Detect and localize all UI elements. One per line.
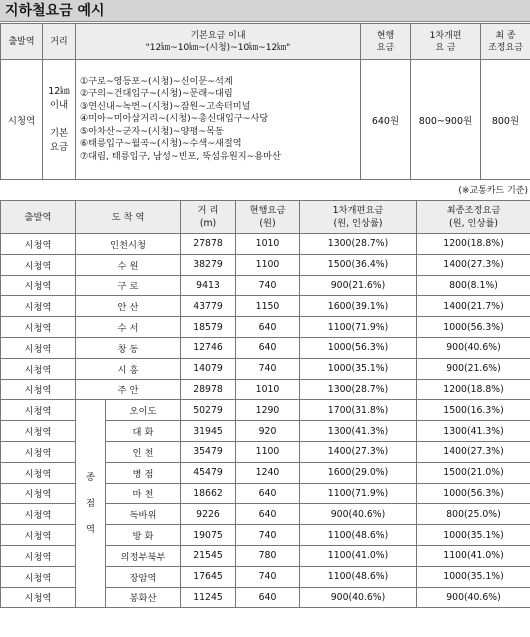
distance-line: 이내: [49, 99, 69, 111]
cell-origin: 시청역: [1, 441, 76, 462]
cell-destination: 수 원: [76, 254, 181, 275]
cell-distance: 9413: [181, 275, 236, 296]
example-first-fare: 800~900원: [411, 60, 481, 180]
cell-current-fare: 1010: [236, 234, 300, 255]
col-final-line2: (원, 인상률): [448, 218, 499, 229]
cell-distance: 11245: [181, 587, 236, 608]
cell-destination: 구 로: [76, 275, 181, 296]
cell-final-fare: 900(21.6%): [417, 358, 530, 379]
cell-origin: 시청역: [1, 421, 76, 442]
cell-destination: 시 흥: [76, 358, 181, 379]
header-base-line1: 기본요금 이내: [190, 30, 246, 41]
cell-distance: 45479: [181, 462, 236, 483]
cell-final-fare: 900(40.6%): [417, 587, 530, 608]
cell-origin: 시청역: [1, 358, 76, 379]
terminal-station-group-label: [76, 400, 106, 608]
cell-origin: 시청역: [1, 296, 76, 317]
header-current-line1: 현행: [376, 30, 395, 41]
route-item: ⑤아차산~군자~(시청)~양평~목동: [80, 125, 224, 137]
table-row: [1, 400, 530, 421]
cell-destination: 방 화: [106, 525, 181, 546]
table-row: [1, 275, 530, 296]
cell-destination: 대 화: [106, 421, 181, 442]
cell-destination: 안 산: [76, 296, 181, 317]
cell-distance: 21545: [181, 545, 236, 566]
example-distance: [43, 60, 76, 180]
cell-current-fare: 740: [236, 358, 300, 379]
header-final-line2: 조정요금: [488, 42, 523, 53]
cell-distance: 9226: [181, 504, 236, 525]
cell-destination: 창 동: [76, 337, 181, 358]
table-row: [1, 358, 530, 379]
cell-current-fare: 1100: [236, 441, 300, 462]
cell-destination: 독바위: [106, 504, 181, 525]
cell-origin: 시청역: [1, 525, 76, 546]
table-row: [1, 337, 530, 358]
route-item: ⑦대림, 태릉입구, 남성~빈포, 뚝섬유원지~용마산: [80, 150, 281, 162]
cell-first-fare: 1000(56.3%): [300, 337, 417, 358]
col-origin: 출발역: [1, 201, 76, 234]
cell-current-fare: 640: [236, 504, 300, 525]
table-row: [1, 317, 530, 338]
cell-first-fare: 1100(48.6%): [300, 566, 417, 587]
route-item: ①구로~영등포~(시청)~신이문~석계: [80, 76, 233, 88]
cell-distance: 12746: [181, 337, 236, 358]
header-current: [361, 24, 411, 60]
cell-current-fare: 740: [236, 566, 300, 587]
cell-first-fare: 1600(39.1%): [300, 296, 417, 317]
cell-origin: 시청역: [1, 462, 76, 483]
table-row: [1, 296, 530, 317]
cell-distance: 50279: [181, 400, 236, 421]
col-current-line1: 현행요금: [249, 205, 286, 216]
cell-first-fare: 1500(36.4%): [300, 254, 417, 275]
cell-origin: 시청역: [1, 587, 76, 608]
cell-distance: 27878: [181, 234, 236, 255]
cell-destination: 장암역: [106, 566, 181, 587]
cell-final-fare: 1400(27.3%): [417, 254, 530, 275]
cell-final-fare: 1500(16.3%): [417, 400, 530, 421]
cell-final-fare: 800(8.1%): [417, 275, 530, 296]
cell-first-fare: 1100(71.9%): [300, 317, 417, 338]
header-final: [481, 24, 530, 60]
cell-current-fare: 640: [236, 317, 300, 338]
col-distance-line2: (m): [199, 218, 217, 229]
header-current-line2: 요금: [376, 42, 395, 53]
fare-example-table: [0, 23, 530, 180]
cell-destination: 병 점: [106, 462, 181, 483]
distance-line: 12㎞: [48, 85, 70, 97]
cell-distance: 35479: [181, 441, 236, 462]
cell-destination: 인 천: [106, 441, 181, 462]
cell-current-fare: 1240: [236, 462, 300, 483]
cell-first-fare: 1300(28.7%): [300, 234, 417, 255]
header-final-line1: 최 종: [495, 30, 516, 41]
cell-first-fare: 1700(31.8%): [300, 400, 417, 421]
cell-origin: 시청역: [1, 566, 76, 587]
col-distance-line1: 거 리: [197, 205, 219, 216]
col-distance: [181, 201, 236, 234]
cell-current-fare: 1100: [236, 254, 300, 275]
cell-destination: 마 천: [106, 483, 181, 504]
route-list: [76, 60, 361, 180]
route-item: ⑥태릉입구~월곡~(시청)~수색~새절역: [80, 138, 242, 150]
header-base-line2: "12㎞~10㎞~(시청)~10㎞~12㎞": [145, 42, 291, 53]
cell-final-fare: 1000(56.3%): [417, 317, 530, 338]
table-row: [1, 234, 530, 255]
cell-first-fare: 1400(27.3%): [300, 441, 417, 462]
cell-first-fare: 1100(41.0%): [300, 545, 417, 566]
header-first-line2: 요 금: [435, 42, 456, 53]
cell-destination: 수 서: [76, 317, 181, 338]
cell-final-fare: 800(25.0%): [417, 504, 530, 525]
distance-line: 요금: [49, 141, 69, 153]
cell-final-fare: 1000(56.3%): [417, 483, 530, 504]
col-current: [236, 201, 300, 234]
cell-destination: 의정부북부: [106, 545, 181, 566]
cell-origin: 시청역: [1, 504, 76, 525]
col-first-line2: (원, 인상률): [333, 218, 383, 229]
route-item: ③연신내~녹번~(시청)~잠원~고속터미널: [80, 100, 251, 112]
cell-origin: 시청역: [1, 400, 76, 421]
cell-distance: 14079: [181, 358, 236, 379]
cell-first-fare: 1600(29.0%): [300, 462, 417, 483]
cell-current-fare: 780: [236, 545, 300, 566]
col-final: [417, 201, 530, 234]
cell-final-fare: 900(40.6%): [417, 337, 530, 358]
cell-distance: 17645: [181, 566, 236, 587]
cell-distance: 31945: [181, 421, 236, 442]
col-destination: 도 착 역: [76, 201, 181, 234]
group-label-char: 종: [86, 471, 95, 483]
fare-comparison-table: [0, 200, 530, 608]
cell-final-fare: 1100(41.0%): [417, 545, 530, 566]
cell-current-fare: 1290: [236, 400, 300, 421]
cell-first-fare: 1000(35.1%): [300, 358, 417, 379]
cell-destination: 주 안: [76, 379, 181, 400]
cell-destination: 오이도: [106, 400, 181, 421]
cell-origin: 시청역: [1, 275, 76, 296]
cell-first-fare: 900(40.6%): [300, 504, 417, 525]
cell-current-fare: 640: [236, 337, 300, 358]
cell-final-fare: 1000(35.1%): [417, 525, 530, 546]
cell-current-fare: 640: [236, 587, 300, 608]
group-label-char: 역: [86, 523, 95, 535]
cell-distance: 28978: [181, 379, 236, 400]
cell-first-fare: 900(40.6%): [300, 587, 417, 608]
header-distance: 거리: [43, 24, 76, 60]
page-title: 지하철요금 예시: [0, 0, 530, 22]
cell-destination: 봉화산: [106, 587, 181, 608]
cell-current-fare: 640: [236, 483, 300, 504]
cell-origin: 시청역: [1, 317, 76, 338]
cell-distance: 19075: [181, 525, 236, 546]
cell-current-fare: 740: [236, 275, 300, 296]
header-origin: 출발역: [1, 24, 43, 60]
cell-first-fare: 900(21.6%): [300, 275, 417, 296]
cell-distance: 38279: [181, 254, 236, 275]
cell-final-fare: 1200(18.8%): [417, 234, 530, 255]
cell-distance: 18662: [181, 483, 236, 504]
cell-origin: 시청역: [1, 545, 76, 566]
example-current-fare: 640원: [361, 60, 411, 180]
cell-origin: 시청역: [1, 254, 76, 275]
example-origin: 시청역: [1, 60, 43, 180]
cell-first-fare: 1300(28.7%): [300, 379, 417, 400]
card-basis-note: (※교통카드 기준): [458, 186, 528, 196]
cell-origin: 시청역: [1, 337, 76, 358]
col-first-line1: 1차개편요금: [332, 205, 384, 216]
example-final-fare: 800원: [481, 60, 530, 180]
cell-first-fare: 1100(71.9%): [300, 483, 417, 504]
cell-origin: 시청역: [1, 379, 76, 400]
col-first: [300, 201, 417, 234]
distance-line: 기본: [49, 127, 69, 139]
cell-origin: 시청역: [1, 234, 76, 255]
cell-final-fare: 1400(21.7%): [417, 296, 530, 317]
route-item: ④미아~미아삼거리~(시청)~총신대입구~사당: [80, 113, 269, 125]
cell-final-fare: 1000(35.1%): [417, 566, 530, 587]
col-final-line1: 최종조정요금: [446, 205, 501, 216]
col-current-line2: (원): [259, 218, 276, 229]
cell-first-fare: 1300(41.3%): [300, 421, 417, 442]
cell-distance: 18579: [181, 317, 236, 338]
header-first-line1: 1차개편: [429, 30, 462, 41]
cell-current-fare: 740: [236, 525, 300, 546]
cell-current-fare: 1010: [236, 379, 300, 400]
cell-origin: 시청역: [1, 483, 76, 504]
cell-current-fare: 1150: [236, 296, 300, 317]
header-first: [411, 24, 481, 60]
cell-final-fare: 1400(27.3%): [417, 441, 530, 462]
cell-final-fare: 1300(41.3%): [417, 421, 530, 442]
table-row: [1, 254, 530, 275]
header-base-fare: [76, 24, 361, 60]
cell-first-fare: 1100(48.6%): [300, 525, 417, 546]
cell-destination: 인천시청: [76, 234, 181, 255]
route-item: ②구의~건대입구~(시청)~문래~대림: [80, 88, 233, 100]
cell-final-fare: 1500(21.0%): [417, 462, 530, 483]
cell-current-fare: 920: [236, 421, 300, 442]
cell-final-fare: 1200(18.8%): [417, 379, 530, 400]
distance-line: [43, 113, 75, 127]
table-row: [1, 379, 530, 400]
cell-distance: 43779: [181, 296, 236, 317]
group-label-char: 점: [86, 497, 95, 509]
